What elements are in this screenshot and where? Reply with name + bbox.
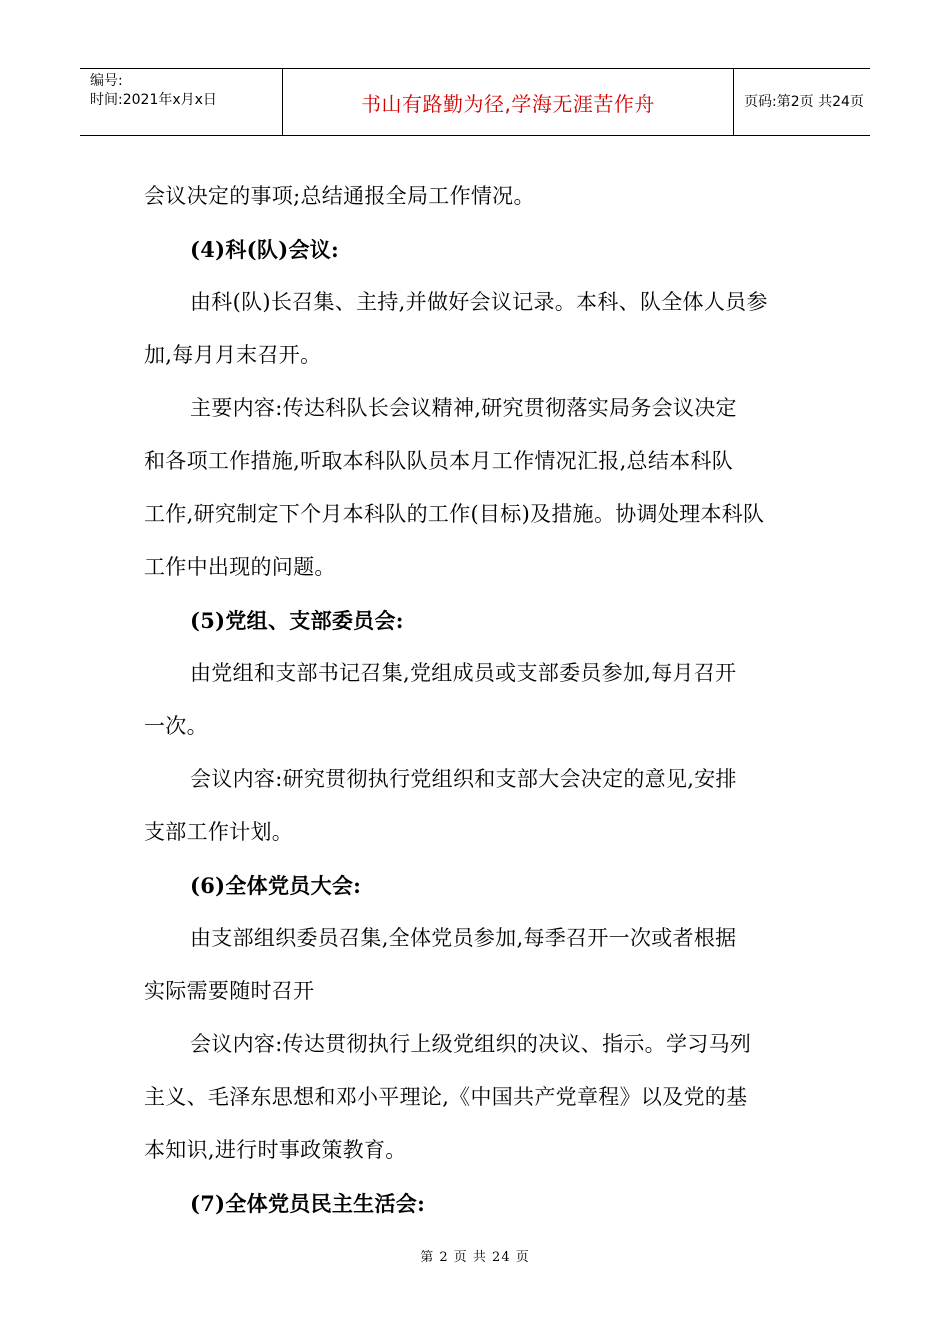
section-heading-7: (7)全体党员民主生活会: [190,1191,426,1216]
body-line: 支部工作计划。 [144,820,294,844]
page-footer: 第 2 页 共 24 页 [420,1250,530,1265]
body-line: 和各项工作措施,听取本科队队员本月工作情况汇报,总结本科队 [144,449,734,473]
section-heading-6: (6)全体党员大会: [190,873,362,898]
body-line: 实际需要随时召开 [144,979,315,1003]
body-line: 由党组和支部书记召集,党组成员或支部委员参加,每月召开 [190,661,737,685]
body-line: 由科(队)长召集、主持,并做好会议记录。本科、队全体人员参 [190,290,768,314]
page-header [80,68,870,136]
body-line: 一次。 [144,714,208,738]
document-time-label: 时间:2021年x月x日 [90,92,217,108]
body-line: 主要内容:传达科队长会议精神,研究贯彻落实局务会议决定 [190,396,737,420]
body-line: 本知识,进行时事政策教育。 [144,1138,407,1162]
header-meta-cell [80,69,282,135]
body-line: 由支部组织委员召集,全体党员参加,每季召开一次或者根据 [190,926,737,950]
section-heading-5: (5)党组、支部委员会: [190,608,404,633]
body-line: 加,每月月末召开。 [144,343,322,367]
header-motto: 书山有路勤为径,学海无涯苦作舟 [361,91,655,116]
body-line: 会议内容:研究贯彻执行党组织和支部大会决定的意见,安排 [190,767,737,791]
body-line: 会议内容:传达贯彻执行上级党组织的决议、指示。学习马列 [190,1032,752,1056]
document-number-label: 编号: [90,73,123,89]
body-line: 会议决定的事项;总结通报全局工作情况。 [144,184,535,208]
header-page-code: 页码:第2页 共24页 [744,94,864,110]
section-heading-4: (4)科(队)会议: [190,237,340,262]
header-page-cell [734,69,870,135]
document-body [144,170,814,1230]
header-motto-cell [282,69,734,135]
body-line: 工作,研究制定下个月本科队的工作(目标)及措施。协调处理本科队 [144,502,765,526]
body-line: 主义、毛泽东思想和邓小平理论,《中国共产党章程》以及党的基 [144,1085,748,1109]
body-line: 工作中出现的问题。 [144,555,336,579]
